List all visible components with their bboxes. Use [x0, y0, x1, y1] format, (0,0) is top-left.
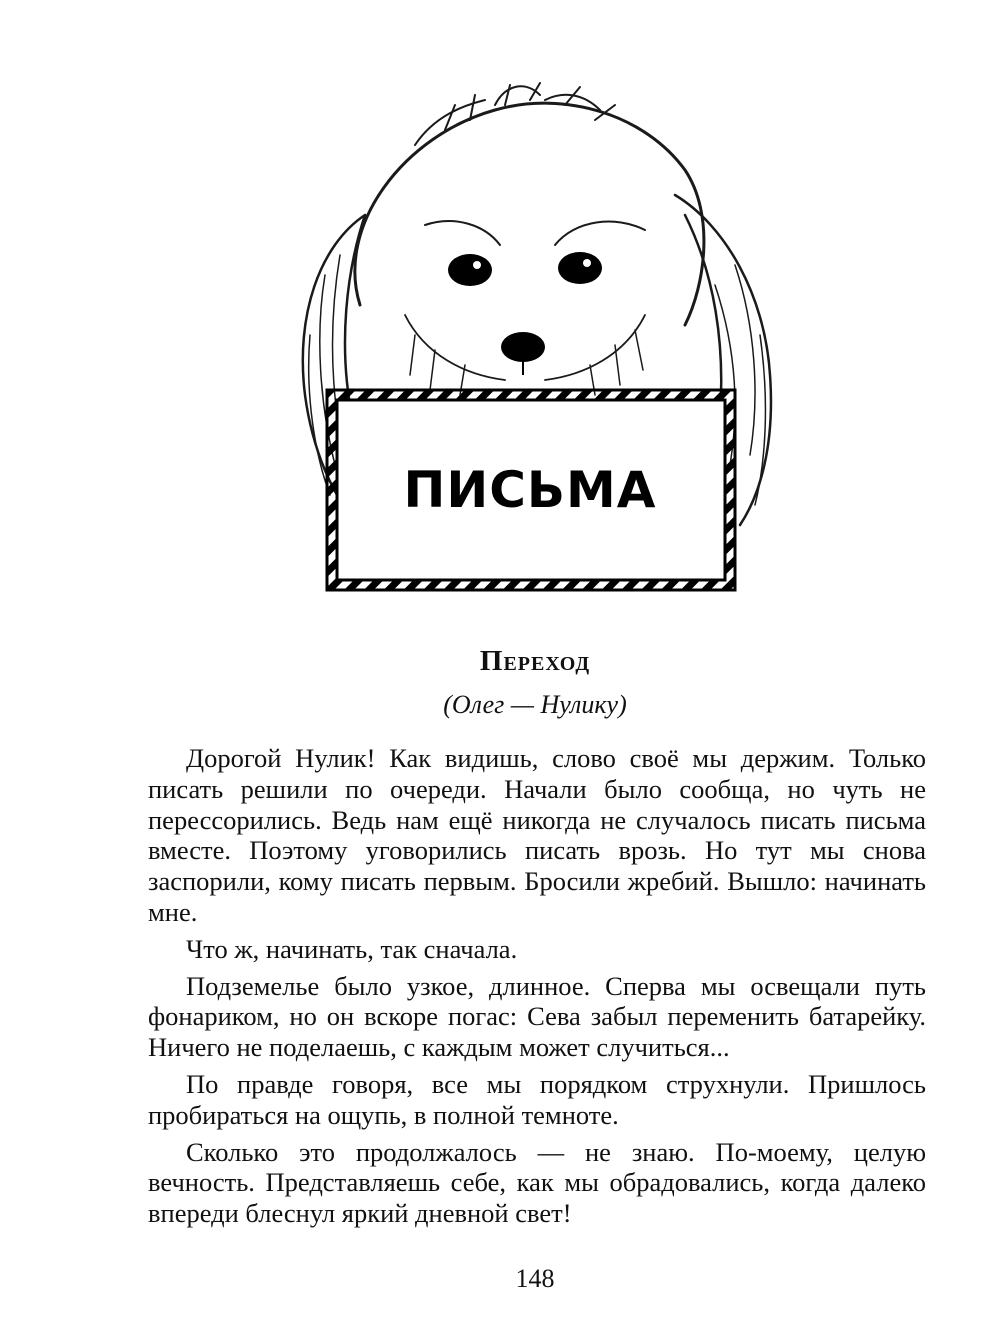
paragraph: Подземелье было узкое, длинное. Сперва мы освещали путь фонариком, но он вскоре погас: Сева забыл переменить батарейку. Ничего не поделаешь, с каждым может случиться...: [148, 970, 926, 1063]
chapter-title: Переход: [479, 645, 591, 677]
paragraph: Сколько это продолжалось — не знаю. По-моему, целую вечность. Представляешь себе, как мы обрадовались, когда далеко впереди блеснул яркий дневной свет!: [148, 1136, 926, 1229]
paragraph: Что ж, начинать, так сначала.: [186, 933, 518, 964]
page-number: 148: [515, 1264, 555, 1293]
chapter-subtitle: (Олег — Нулику): [443, 690, 627, 719]
sign-title: ПИСЬМА: [403, 461, 657, 519]
paragraph: Дорогой Нулик! Как видишь, слово своё мы держим. Только писать решили по очереди. Начали было сообща, но чуть не перессорились. Ведь нам ещё никогда не случалось писать письма вместе. Поэтому уговорились писать врозь. Но тут мы снова заспорили, кому писать первым. Бросили жребий. Вышло: начинать мне.: [148, 743, 926, 927]
body-text: [148, 743, 926, 1235]
paragraph: По правде говоря, все мы порядком струхнули. Пришлось пробираться на ощупь, в полной темноте.: [148, 1068, 926, 1130]
